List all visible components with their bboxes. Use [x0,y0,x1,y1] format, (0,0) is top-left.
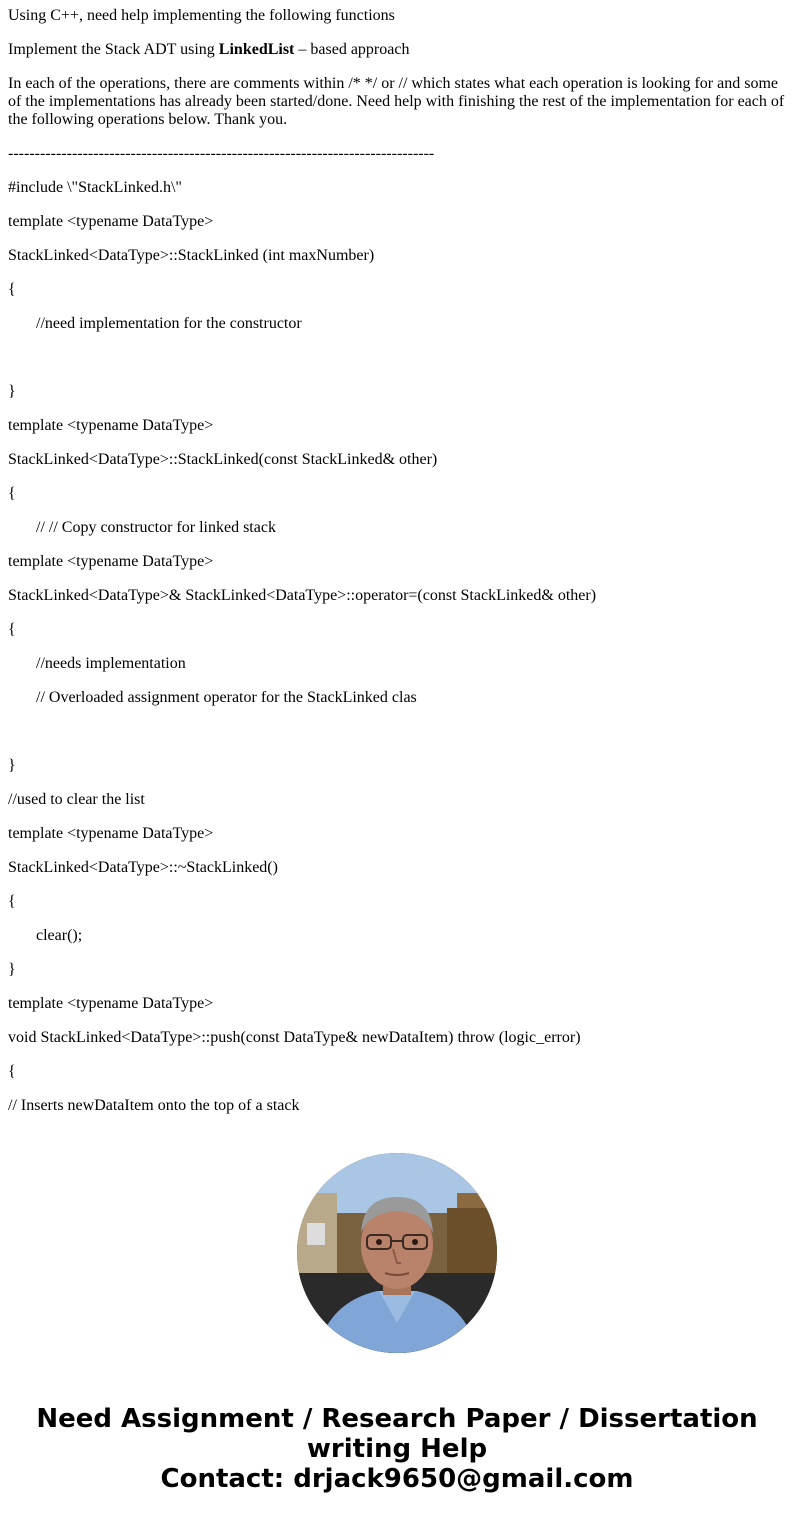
code-line: template <typename DataType> [8,995,214,1012]
promo-line-3: Contact: drjack9650@gmail.com [160,1464,634,1494]
code-line: //used to clear the list [8,791,145,808]
code-line: } [8,383,16,400]
promo-line-1: Need Assignment / Research Paper / Dissertation [36,1404,758,1434]
code-line: void StackLinked<DataType>::push(const DataType& newDataItem) throw (logic_error) [8,1029,581,1046]
code-line: } [8,757,16,774]
question-body [8,7,788,1131]
code-line: StackLinked<DataType>::StackLinked (int maxNumber) [8,247,375,264]
code-listing [8,179,788,1115]
code-line: { [8,621,16,638]
intro-line-1: Using C++, need help implementing the following functions [8,7,395,24]
promo-line-2: writing Help [306,1434,488,1464]
intro-line-2-prefix: Implement the Stack ADT using [8,41,219,58]
author-avatar [297,1153,497,1353]
code-line: //need implementation for the constructor [36,315,302,332]
code-line: template <typename DataType> [8,553,214,570]
code-line: StackLinked<DataType>::StackLinked(const StackLinked& other) [8,451,438,468]
intro-line-2-suffix: – based approach [294,41,410,58]
code-line: #include \"StackLinked.h\" [8,179,182,196]
code-line: { [8,1063,16,1080]
code-line: { [8,281,16,298]
divider-line: -------------------------------------------------------------------------------- [8,145,435,162]
code-line [8,723,788,741]
code-line: //needs implementation [36,655,186,672]
code-line: template <typename DataType> [8,825,214,842]
intro-line-3: In each of the operations, there are comments within /* */ or // which states what each operation is looking for and some of the implementations has already been started/done. Need help with finishing the rest of the implementation for each of the following operations below. Thank you. [8,75,785,128]
author-photo-icon [297,1153,497,1353]
code-line: // Inserts newDataItem onto the top of a stack [8,1097,300,1114]
code-line: // Overloaded assignment operator for the StackLinked clas [36,689,417,706]
code-line: template <typename DataType> [8,213,214,230]
promo-banner [0,1404,794,1494]
code-line: // // Copy constructor for linked stack [36,519,276,536]
code-line: { [8,893,16,910]
code-line [8,349,788,367]
code-line: clear(); [36,927,83,944]
intro-line-2 [8,41,788,59]
code-line: StackLinked<DataType>& StackLinked<DataType>::operator=(const StackLinked& other) [8,587,597,604]
code-line: StackLinked<DataType>::~StackLinked() [8,859,278,876]
code-line: } [8,961,16,978]
code-line: template <typename DataType> [8,417,214,434]
code-line: { [8,485,16,502]
intro-line-2-bold: LinkedList [218,41,295,58]
